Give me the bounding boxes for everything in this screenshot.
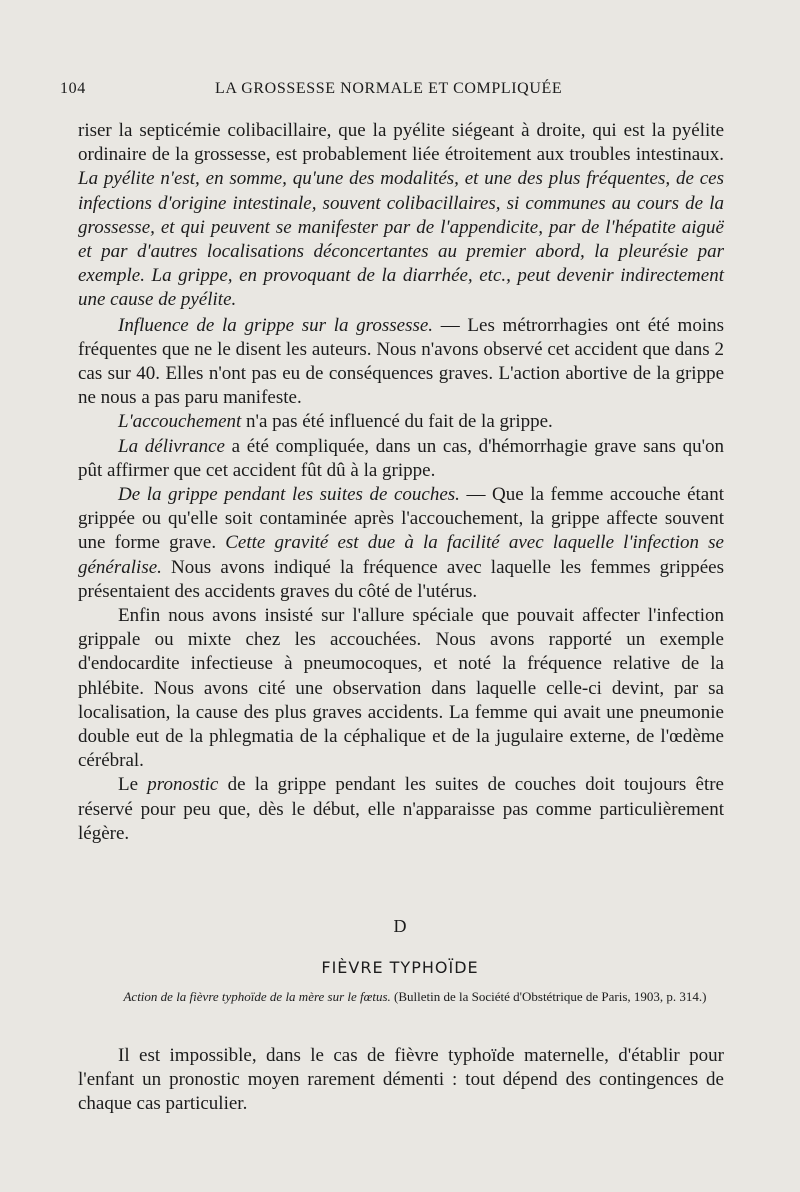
italic-heading: De la grippe pendant les suites de couches.	[118, 484, 460, 506]
paragraph-pronostic	[78, 773, 724, 846]
main-text	[78, 119, 724, 846]
paragraph-text: — Les métrorrhagies ont été moins fréquentes que ne le disent les auteurs. Nous n'avons observé cet accident que dans 2 cas sur 40. Elles n'ont pas eu de conséquences graves. L'action abortive de la grippe ne nous a pas paru manifeste.	[78, 314, 724, 409]
paragraph-text: Nous avons indiqué la fréquence avec laquelle les femmes grippées présentaient des accidents graves du côté de l'utérus.	[78, 556, 724, 602]
paragraph-influence	[78, 314, 724, 411]
italic-heading: L'accouchement	[118, 411, 242, 433]
paragraph-text: Il est impossible, dans le cas de fièvre typhoïde maternelle, d'établir pour l'enfant un pronostic moyen rarement démenti : tout dépend des contingences de chaque cas particulier.	[78, 1045, 724, 1115]
citation-source: (Bulletin de la Société d'Obstétrique de Paris, 1903, p. 314.)	[390, 989, 707, 1004]
paragraph-suites-de-couches	[78, 483, 724, 604]
paragraph-delivrance	[78, 435, 724, 483]
citation	[110, 988, 720, 1006]
italic-text: La pyélite n'est, en somme, qu'une des modalités, et une des plus fréquentes, de ces infections d'origine intestinale, souvent colibacillaires, si communes au cours de la grossesse, et qui peuvent se manifester par de l'appendicite, par de l'hépatite aiguë et par d'autres localisations déconcertantes au premier abord, la pleurésie par exemple. La grippe, en provoquant de la diarrhée, etc., peut devenir indirectement une cause de pyélite.	[78, 168, 724, 311]
paragraph-pyelite	[78, 119, 724, 313]
paragraph-accouchement	[78, 410, 724, 434]
paragraph-text: n'a pas été influencé du fait de la grippe.	[241, 411, 553, 433]
italic-text: Cette gravité est due à la facilité avec laquelle l'infection se généralise.	[78, 532, 724, 578]
paragraph-text: riser la septicémie colibacillaire, que la pyélite siégeant à droite, qui est la pyélite ordinaire de la grossesse, est probablement liée étroitement aux troubles intestinaux.	[78, 120, 724, 166]
section-title: FIÈVRE TYPHOÏDE	[321, 958, 479, 977]
section-letter: D	[393, 916, 407, 936]
italic-heading: Influence de la grippe sur la grossesse.	[118, 314, 434, 336]
running-title: LA GROSSESSE NORMALE ET COMPLIQUÉE	[215, 80, 563, 97]
paragraph-text: de la grippe pendant les suites de couches doit toujours être réservé pour peu que, dès le début, elle n'apparaisse pas comme particulièrement légère.	[78, 774, 724, 844]
italic-heading: La délivrance	[118, 435, 225, 457]
paragraph-text: a été compliquée, dans un cas, d'hémorrhagie grave sans qu'on pût affirmer que cet accident fût dû à la grippe.	[78, 435, 724, 481]
paragraph-typhoide	[78, 1044, 724, 1117]
citation-title: Action de la fièvre typhoïde de la mère sur le fœtus.	[123, 989, 391, 1004]
paragraph-text: Le	[118, 774, 148, 796]
italic-text: pronostic	[147, 774, 219, 796]
paragraph-text: — Que la femme accouche étant grippée ou qu'elle soit contaminée après l'accouchement, la grippe affecte souvent une forme grave.	[78, 484, 724, 554]
paragraph-enfin: Enfin nous avons insisté sur l'allure spéciale que pouvait affecter l'infection grippale ou mixte chez les accouchées. Nous avons rapporté un exemple d'endocardite infectieuse à pneumocoques, et noté la fréquence relative de la phlébite. Nous avons cité une observation dans laquelle celle-ci devint, par sa localisation, la cause des plus graves accidents. La femme qui avait une pneumonie double eut de la phlegmatia de la céphalique et de la jugulaire externe, de l'œdème cérébral.	[78, 605, 724, 772]
page-number: 104	[60, 80, 86, 97]
